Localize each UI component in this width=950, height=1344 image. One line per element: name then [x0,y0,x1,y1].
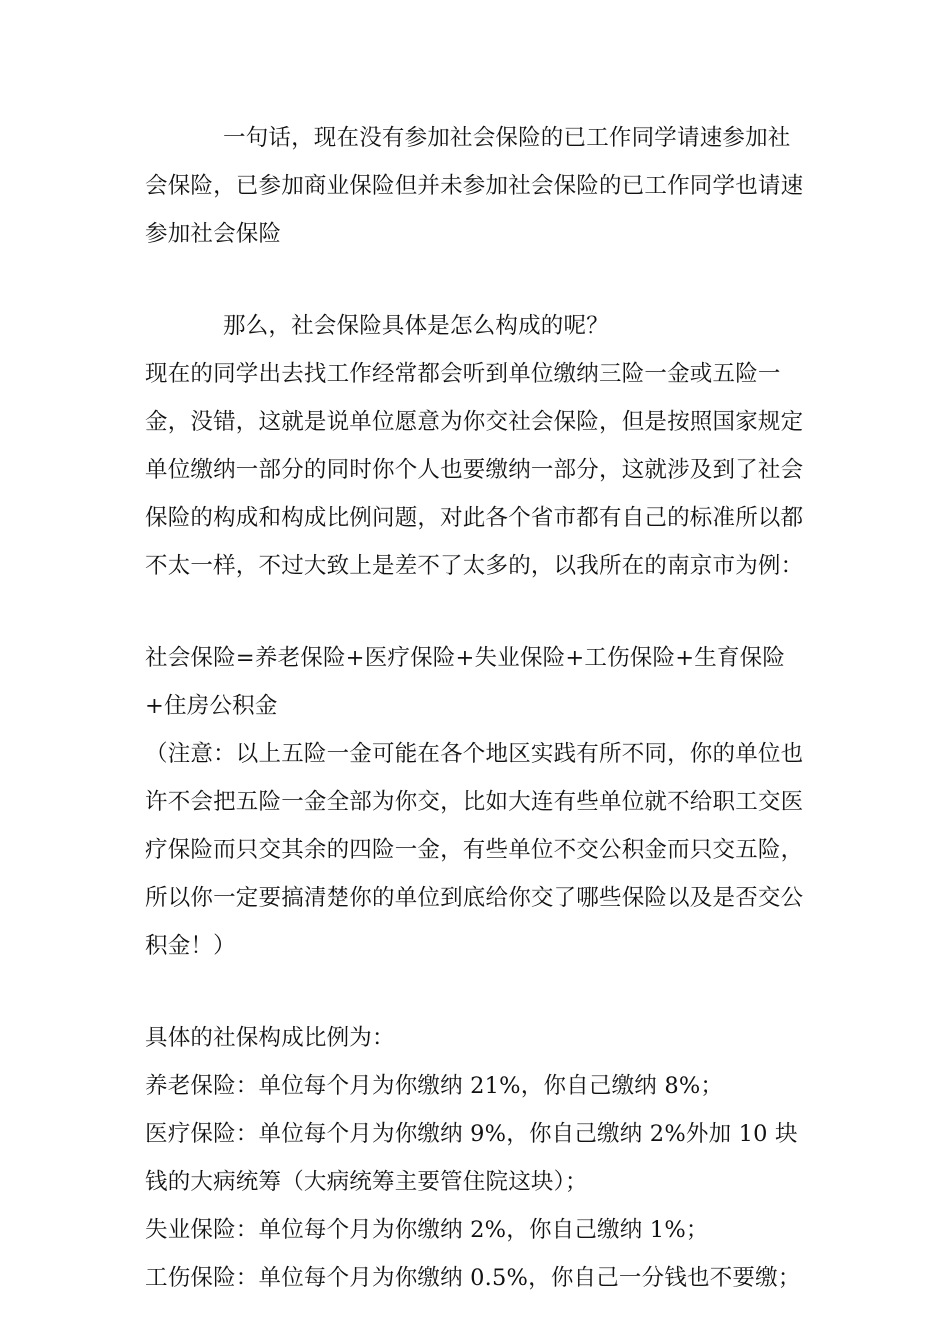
paragraph-intro: 一句话，现在没有参加社会保险的已工作同学请速参加社会保险，已参加商业保险但并未参加社会保险的已工作同学也请速参加社会保险 [145,125,804,247]
list-item-medical: 医疗保险：单位每个月为你缴纳 9%，你自己缴纳 2%外加 10 块钱的大病统筹（大病统筹主要管住院这块）； [145,1121,798,1195]
list-item-pension: 养老保险：单位每个月为你缴纳 21%，你自己缴纳 8%； [145,1073,724,1099]
paragraph-ratio-heading: 具体的社保构成比例为： [145,1025,395,1051]
paragraph-formula: 社会保险=养老保险+医疗保险+失业保险+工伤保险+生育保险+住房公积金 [145,645,786,719]
list-item-injury: 工伤保险：单位每个月为你缴纳 0.5%，你自己一分钱也不要缴； [145,1265,801,1291]
document-body [145,114,813,1302]
list-item-unemployment: 失业保险：单位每个月为你缴纳 2%，你自己缴纳 1%； [145,1217,709,1243]
paragraph-question: 那么，社会保险具体是怎么构成的呢？ [223,313,609,339]
paragraph-note: （注意：以上五险一金可能在各个地区实践有所不同，你的单位也许不会把五险一金全部为你交，比如大连有些单位就不给职工交医疗保险而只交其余的四险一金，有些单位不交公积金而只交五险，所以你一定要搞清楚你的单位到底给你交了哪些保险以及是否交公积金！） [145,741,804,959]
paragraph-explanation: 现在的同学出去找工作经常都会听到单位缴纳三险一金或五险一金，没错，这就是说单位愿意为你交社会保险，但是按照国家规定单位缴纳一部分的同时你个人也要缴纳一部分，这就涉及到了社会保险的构成和构成比例问题，对此各个省市都有自己的标准所以都不太一样，不过大致上是差不了太多的，以我所在的南京市为例： [145,361,804,579]
